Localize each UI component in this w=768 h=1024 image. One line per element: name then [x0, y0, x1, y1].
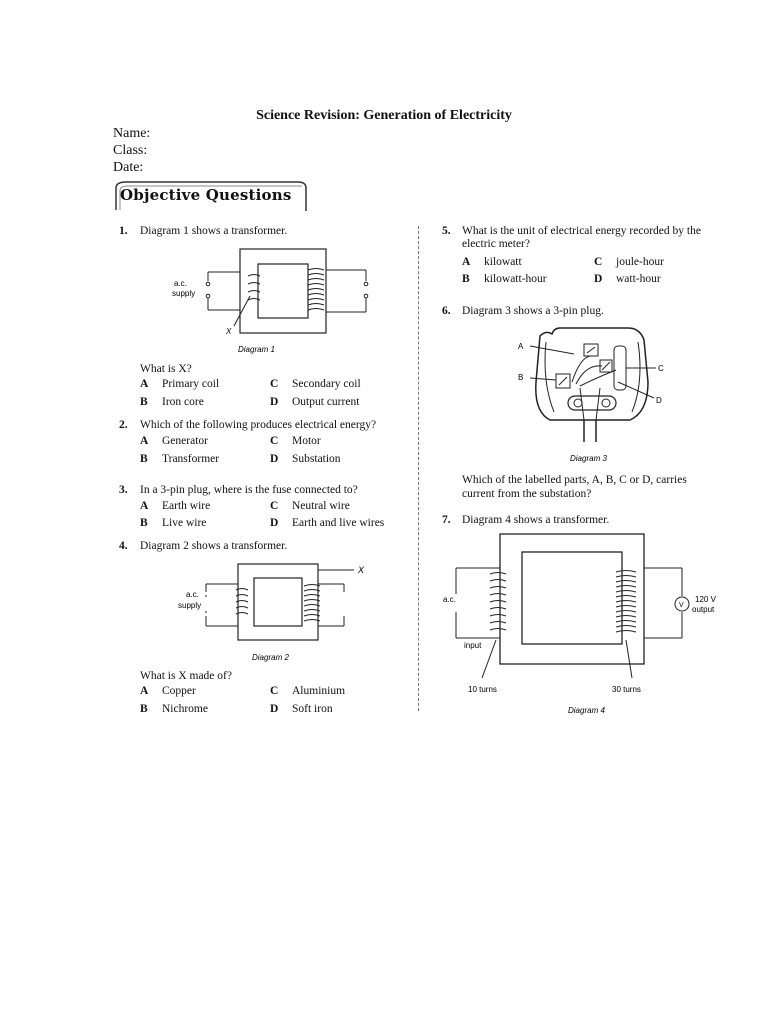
voltmeter-icon: V	[679, 602, 684, 609]
class-field-label: Class:	[113, 143, 148, 158]
option-2d[interactable]: D Substation	[270, 453, 341, 465]
option-4c[interactable]: C Aluminium	[270, 685, 346, 697]
diagram-caption: Diagram 1	[238, 345, 275, 354]
question-number: 1.	[119, 225, 128, 237]
question-number: 5.	[442, 225, 451, 237]
option-1a[interactable]: A Primary coil	[140, 378, 220, 390]
option-3c[interactable]: C Neutral wire	[270, 500, 350, 512]
diagram-supply-label: supply	[172, 289, 196, 298]
question-4-prompt: What is X made of?	[140, 670, 232, 682]
diagram-2-transformer	[176, 560, 376, 666]
question-6-prompt-line-2: current from the substation?	[462, 488, 592, 500]
diagram-1-transformer	[172, 246, 390, 358]
diagram-4-transformer	[436, 528, 726, 718]
question-number: 7.	[442, 514, 451, 526]
question-number: 6.	[442, 305, 451, 317]
option-1d[interactable]: D Output current	[270, 396, 360, 408]
option-3d[interactable]: D Earth and live wires	[270, 517, 385, 529]
section-title: Objective Questions	[120, 186, 292, 204]
option-5d[interactable]: D watt-hour	[594, 273, 661, 285]
question-text: Diagram 1 shows a transformer.	[140, 225, 288, 237]
diagram-caption: Diagram 3	[570, 454, 607, 463]
option-4b[interactable]: B Nichrome	[140, 703, 208, 715]
date-field-label: Date:	[113, 160, 144, 175]
page-title: Science Revision: Generation of Electricity	[256, 108, 512, 123]
diagram-caption: Diagram 2	[252, 653, 289, 662]
primary-turns-label: 10 turns	[468, 685, 497, 694]
secondary-turns-label: 30 turns	[612, 685, 641, 694]
option-1c[interactable]: C Secondary coil	[270, 378, 361, 390]
question-number: 4.	[119, 540, 128, 552]
section-banner	[112, 180, 310, 212]
plug-label-d: D	[656, 396, 662, 405]
diagram-3-plug	[510, 322, 680, 468]
plug-label-a: A	[518, 342, 524, 351]
diagram-output-label: output	[692, 605, 715, 614]
question-1-prompt: What is X?	[140, 363, 192, 375]
plug-label-b: B	[518, 373, 524, 382]
diagram-x-label: X	[358, 565, 365, 575]
option-5a[interactable]: A kilowatt	[462, 256, 522, 268]
question-text: Diagram 2 shows a transformer.	[140, 540, 288, 552]
question-text: Which of the following produces electrical energy?	[140, 419, 377, 431]
diagram-x-label: X	[226, 327, 232, 336]
question-text: Diagram 4 shows a transformer.	[462, 514, 610, 526]
option-2c[interactable]: C Motor	[270, 435, 321, 447]
option-4d[interactable]: D Soft iron	[270, 703, 333, 715]
question-text: Diagram 3 shows a 3-pin plug.	[462, 305, 604, 317]
option-4a[interactable]: A Copper	[140, 685, 196, 697]
option-5c[interactable]: C joule-hour	[594, 256, 664, 268]
question-text-line-2: electric meter?	[462, 238, 530, 250]
name-field-label: Name:	[113, 126, 151, 141]
diagram-ac-label: a.c.	[443, 595, 456, 604]
option-2a[interactable]: A Generator	[140, 435, 208, 447]
diagram-input-label: input	[464, 641, 482, 650]
question-text: In a 3-pin plug, where is the fuse connected to?	[140, 484, 358, 496]
diagram-voltage-label: 120 V	[695, 595, 716, 604]
diagram-ac-label: a.c.	[186, 590, 199, 599]
option-5b[interactable]: B kilowatt-hour	[462, 273, 547, 285]
question-number: 2.	[119, 419, 128, 431]
question-6-prompt-line-1: Which of the labelled parts, A, B, C or D, carries	[462, 474, 687, 486]
diagram-caption: Diagram 4	[568, 706, 605, 715]
diagram-supply-label: supply	[178, 601, 202, 610]
option-2b[interactable]: B Transformer	[140, 453, 220, 465]
option-3a[interactable]: A Earth wire	[140, 500, 211, 512]
column-divider	[418, 226, 419, 711]
diagram-ac-label: a.c.	[174, 279, 187, 288]
plug-label-c: C	[658, 364, 664, 373]
option-1b[interactable]: B Iron core	[140, 396, 204, 408]
question-text-line-1: What is the unit of electrical energy recorded by the	[462, 225, 701, 237]
question-number: 3.	[119, 484, 128, 496]
option-3b[interactable]: B Live wire	[140, 517, 207, 529]
